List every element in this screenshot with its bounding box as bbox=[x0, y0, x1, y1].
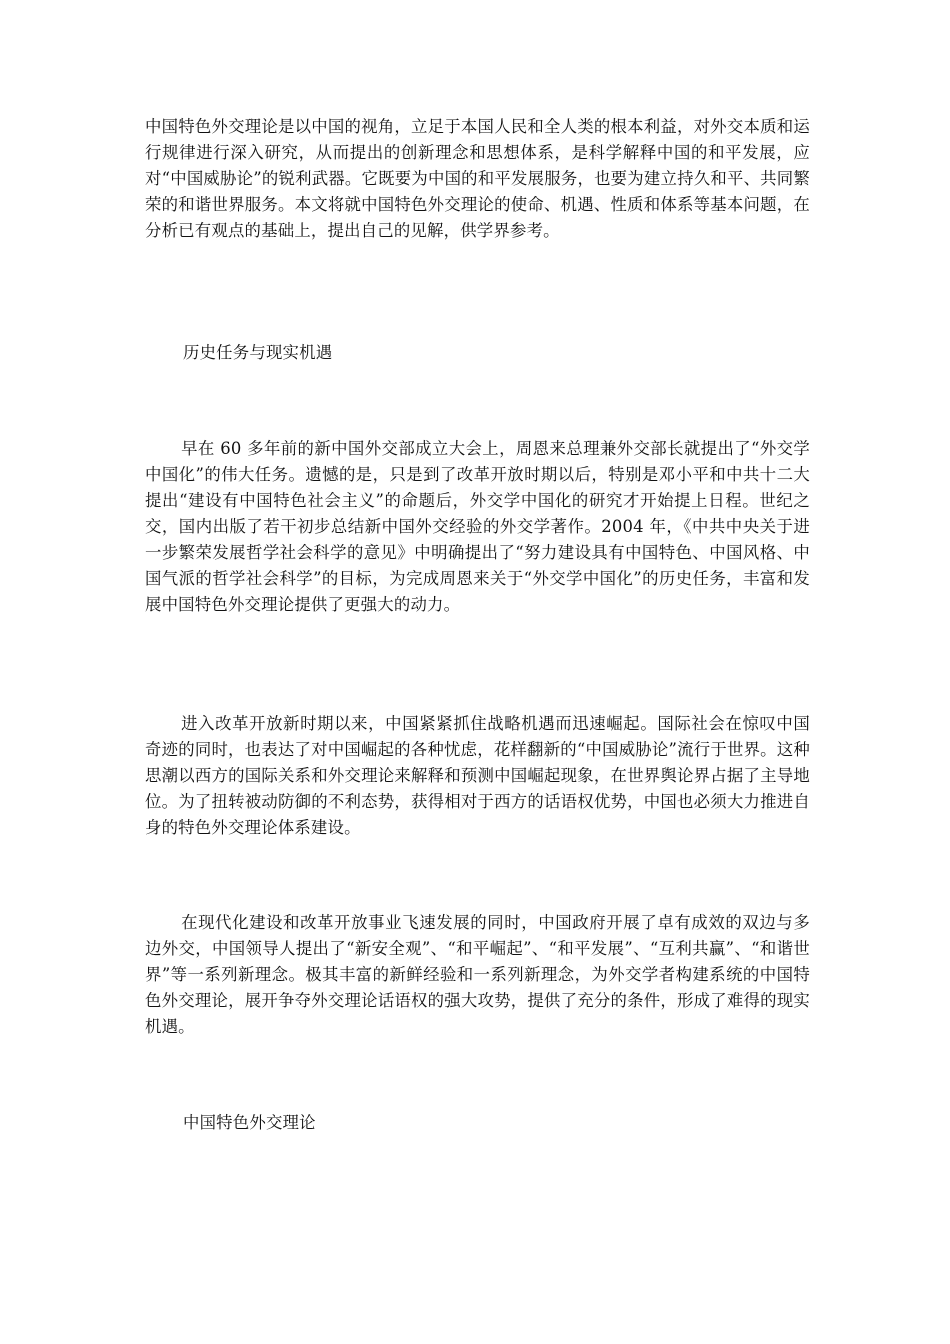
body-paragraph-modernization: 在现代化建设和改革开放事业飞速发展的同时，中国政府开展了卓有成效的双边与多边外交，中国领导人提出了“新安全观”、“和平崛起”、“和平发展”、“互利共赢”、“和谐世界”等一系列新理念。极其丰富的新鲜经验和一系列新理念，为外交学者构建系统的中国特色外交理论，展开争夺外交理论话语权的强大攻势，提供了充分的条件，形成了难得的现实机遇。 bbox=[145, 913, 810, 1036]
body-paragraph-china-rise: 进入改革开放新时期以来，中国紧紧抓住战略机遇而迅速崛起。国际社会在惊叹中国奇迹的同时，也表达了对中国崛起的各种忧虑，花样翻新的“中国威胁论”流行于世界。这种思潮以西方的国际关系和外交理论来解释和预测中国崛起现象，在世界舆论界占据了主导地位。为了扭转被动防御的不利态势，获得相对于西方的话语权优势，中国也必须大力推进自身的特色外交理论体系建设。 bbox=[145, 714, 810, 837]
body-paragraph-historical-task: 早在 60 多年前的新中国外交部成立大会上，周恩来总理兼外交部长就提出了“外交学中国化”的伟大任务。遗憾的是，只是到了改革开放时期以后，特别是邓小平和中共十二大提出“建设有中国特色社会主义”的命题后，外交学中国化的研究才开始提上日程。世纪之交，国内出版了若干初步总结新中国外交经验的外交学著作。2004 年，《中共中央关于进一步繁荣发展哲学社会科学的意见》中明确提出了“努力建设具有中国特色、中国风格、中国气派的哲学社会科学”的目标，为完成周恩来关于“外交学中国化”的历史任务，丰富和发展中国特色外交理论提供了更强大的动力。 bbox=[145, 439, 810, 614]
intro-paragraph: 中国特色外交理论是以中国的视角，立足于本国人民和全人类的根本利益，对外交本质和运行规律进行深入研究，从而提出的创新理念和思想体系，是科学解释中国的和平发展，应对“中国威胁论”的锐利武器。它既要为中国的和平发展服务，也要为建立持久和平、共同繁荣的和谐世界服务。本文将就中国特色外交理论的使命、机遇、性质和体系等基本问题，在分析已有观点的基础上，提出自己的见解，供学界参考。 bbox=[145, 117, 810, 240]
section-heading-diplomatic-theory: 中国特色外交理论 bbox=[183, 1113, 316, 1132]
section-heading-history-and-opportunity: 历史任务与现实机遇 bbox=[183, 343, 333, 362]
